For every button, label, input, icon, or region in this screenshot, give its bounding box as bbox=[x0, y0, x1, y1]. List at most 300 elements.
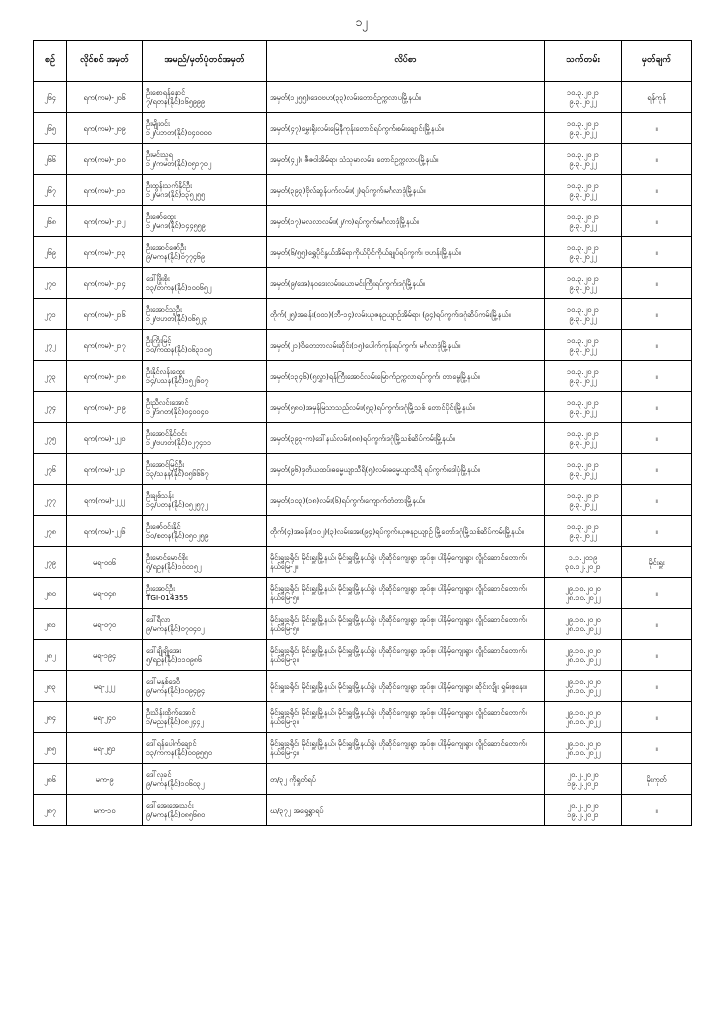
end-date: ၉.၃.၂၀၂၂ bbox=[569, 283, 597, 292]
holder-name: ဒေါ်အေးအေးသင်း bbox=[146, 801, 194, 810]
remark-text: ။ bbox=[655, 402, 658, 412]
table-row bbox=[34, 423, 692, 454]
cell-license bbox=[67, 578, 143, 609]
row-number: ၂၇၆ bbox=[44, 464, 56, 474]
cell-license bbox=[67, 268, 143, 299]
cell-remark bbox=[622, 330, 692, 361]
end-date: ၉.၃.၂၀၂၂ bbox=[569, 345, 597, 354]
license-number: မရ-၂၂၂ bbox=[93, 681, 116, 691]
end-date: ၂၈.၁၀.၂၀၂၂ bbox=[565, 717, 601, 726]
end-date: ၂၈.၁၀.၂၀၂၂ bbox=[565, 686, 601, 695]
holder-name: ဦးဇော်ဝင်းနိုင် bbox=[146, 522, 181, 531]
cell-license bbox=[67, 733, 143, 764]
cell-address bbox=[267, 330, 545, 361]
license-number: ရက(ကမ)-၂၀၉ bbox=[83, 123, 126, 133]
remark-text: ။ bbox=[655, 588, 658, 598]
row-number: ၂၇၀ bbox=[44, 278, 56, 288]
address-text: မိုင်းရှူးခရိုင်၊ မိုင်းရှူးမြို့နယ်၊ မိုင်းရှူးမြို့နယ်ခွဲ၊ ဟိုဆိုင်ကျေးရွာ အုပ်စု၊ ပါနိမ့်ကျေးရွာ၊ ဆိုင်းလျိုး ရှမ်းစုနေး။ bbox=[270, 681, 527, 691]
cell-name bbox=[143, 485, 267, 516]
table-row bbox=[34, 268, 692, 299]
table-row bbox=[34, 485, 692, 516]
cell-remark bbox=[622, 175, 692, 206]
cell-name bbox=[143, 454, 267, 485]
registration-number: ၁၂/ကမတ(နိုင်)၀၅၁၇၀၂ bbox=[146, 159, 212, 168]
cell-address bbox=[267, 640, 545, 671]
remark-text: ။ bbox=[655, 309, 658, 319]
address-text: အမှတ်(၃၉၃-က)ဒေါ်နယ်လမ်း(၈၈)ရပ်ကွက်၊ဒဂုံမြို့သစ်ဆိပ်ကမ်းမြို့နယ်။ bbox=[270, 433, 455, 443]
remark-text: ။ bbox=[655, 805, 658, 815]
license-number: မရ-၂၅၁ bbox=[93, 743, 116, 753]
holder-name: ဦးမောင်မောင်စိုး bbox=[146, 553, 188, 562]
cell-date bbox=[545, 330, 622, 361]
license-register-table bbox=[33, 40, 692, 826]
holder-name: ဒေါ်ရီလာ bbox=[146, 615, 171, 624]
cell-no bbox=[34, 454, 67, 485]
remark-text: ။ bbox=[655, 371, 658, 381]
holder-name: ဦးအောင်နိုင်ဝင်း bbox=[146, 429, 187, 438]
address-text: မိုင်းရှူးခရိုင်၊ မိုင်းရှူးမြို့နယ်၊ မိုင်းရှူးမြို့နယ်ခွဲ၊ ဟိုဆိုင်ကျေးရွာ အုပ်စု၊ ပါနိမ့်ကျေးရွာ၊ လွိုင်ဆောင်တောက်၊ နယ်မြေ-၅။ bbox=[270, 615, 527, 633]
row-number: ၂၈၅ bbox=[44, 743, 56, 753]
end-date: ၉.၃.၂၀၂၂ bbox=[569, 314, 597, 323]
holder-name: ဦးသိန်းထိုက်အောင် bbox=[146, 708, 196, 717]
cell-address bbox=[267, 702, 545, 733]
cell-remark bbox=[622, 299, 692, 330]
end-date: ၉.၃.၂၀၂၂ bbox=[569, 376, 597, 385]
table-row bbox=[34, 733, 692, 764]
cell-license bbox=[67, 547, 143, 578]
end-date: ၉.၃.၂၀၂၂ bbox=[569, 500, 597, 509]
end-date: ၉.၃.၂၀၂၂ bbox=[569, 128, 597, 137]
cell-date bbox=[545, 485, 622, 516]
cell-no bbox=[34, 423, 67, 454]
cell-no bbox=[34, 578, 67, 609]
holder-name: ဦးဇော်ထွေး bbox=[146, 212, 176, 221]
cell-no bbox=[34, 175, 67, 206]
cell-remark bbox=[622, 268, 692, 299]
row-number: ၂၈၀ bbox=[44, 588, 56, 598]
cell-date bbox=[545, 82, 622, 113]
license-number: ရက(ကမ)-၂၁၁ bbox=[83, 185, 126, 195]
cell-remark bbox=[622, 144, 692, 175]
cell-remark bbox=[622, 485, 692, 516]
cell-name bbox=[143, 144, 267, 175]
table-row bbox=[34, 516, 692, 547]
address-text: အမှတ်(၆/၅၅)ရွှေပိုင်နွယ်အိမ်ရာကိုယ်ပိုင်ကိုယ်ချုပ်ရပ်ကွက်၊ ဗဟန်းမြို့နယ်။ bbox=[270, 247, 461, 257]
cell-name bbox=[143, 795, 267, 826]
cell-no bbox=[34, 485, 67, 516]
cell-date bbox=[545, 268, 622, 299]
cell-date bbox=[545, 764, 622, 795]
cell-address bbox=[267, 299, 545, 330]
end-date: ၃၀.၁၂.၂၀၂၁ bbox=[565, 562, 601, 571]
remark-text: ။ bbox=[655, 743, 658, 753]
holder-name: ဒေါ်မနှစ်ဒေဝီ bbox=[146, 677, 180, 686]
registration-number: ၁၂/ပဘတ(နိုင်)၀၄၀၀၀၀ bbox=[146, 128, 212, 137]
header-license: လိုင်စင် အမှတ် bbox=[67, 41, 143, 82]
holder-name: ဒေါ်လှခင် bbox=[146, 770, 172, 779]
holder-name: ဦးအောင်မြင့်ဦး bbox=[146, 460, 185, 469]
remark-text: ။ bbox=[655, 340, 658, 350]
row-number: ၂၇၉ bbox=[44, 557, 56, 567]
start-date: ၁၀.၃.၂၀၂၁ bbox=[567, 181, 599, 190]
start-date: ၁၀.၃.၂၀၂၁ bbox=[567, 212, 599, 221]
cell-remark bbox=[622, 237, 692, 268]
end-date: ၂၈.၁၀.၂၀၂၂ bbox=[565, 593, 601, 602]
registration-number: ၁၂/မဂဒ(နိုင်)၁၄၄၅၅၉ bbox=[146, 221, 206, 230]
cell-address bbox=[267, 268, 545, 299]
registration-number: ၉/မကန(နိုင်)၀၇၀၄၀၂ bbox=[146, 624, 205, 633]
cell-no bbox=[34, 733, 67, 764]
cell-name bbox=[143, 237, 267, 268]
license-number: ရက(ကမ)-၂၁၀ bbox=[83, 154, 126, 164]
cell-name bbox=[143, 206, 267, 237]
cell-license bbox=[67, 609, 143, 640]
table-row bbox=[34, 795, 692, 826]
holder-name: ဦးစောရန်နောင် bbox=[146, 88, 186, 97]
address-text: တိုက်(၄)အခန်း(၁၀၂)(၃)လမ်းအေး(၉၄)ရပ်ကွက်၊ယုဇနဥယျာဉ် မြို့တော်ဒဂုံမြို့သစ်ဆိပ်ကမ်းမြို့နယ်။ bbox=[270, 526, 524, 536]
remark-text: ။ bbox=[655, 278, 658, 288]
cell-remark bbox=[622, 113, 692, 144]
end-date: ၉.၃.၂၀၂၂ bbox=[569, 252, 597, 261]
table-row bbox=[34, 175, 692, 206]
cell-name bbox=[143, 268, 267, 299]
remark-text: ။ bbox=[655, 619, 658, 629]
cell-license bbox=[67, 454, 143, 485]
cell-date bbox=[545, 175, 622, 206]
cell-name bbox=[143, 671, 267, 702]
start-date: ၂၀.၂.၂၀၂၀ bbox=[567, 801, 599, 810]
end-date: ၉.၃.၂၀၂၂ bbox=[569, 469, 597, 478]
cell-date bbox=[545, 640, 622, 671]
start-date: ၁၀.၃.၂၀၂၁ bbox=[567, 88, 599, 97]
cell-remark bbox=[622, 609, 692, 640]
cell-address bbox=[267, 485, 545, 516]
address-text: မိုင်းရှူးခရိုင်၊ မိုင်းရှူးမြို့နယ်၊ မိုင်းရှူးမြို့နယ်ခွဲ၊ ဟိုဆိုင်ကျေးရွာ အုပ်စု၊ ပါနိမ့်ကျေးရွာ၊ လွိုင်ဆောင်တောက်၊ နယ်မြေ-၃။ bbox=[270, 646, 527, 664]
cell-remark bbox=[622, 454, 692, 485]
page-number: ၁၂ bbox=[355, 15, 369, 29]
cell-license bbox=[67, 423, 143, 454]
cell-license bbox=[67, 485, 143, 516]
cell-no bbox=[34, 609, 67, 640]
remark-text: ။ bbox=[655, 495, 658, 505]
cell-address bbox=[267, 237, 545, 268]
cell-license bbox=[67, 144, 143, 175]
end-date: ၉.၃.၂၀၂၂ bbox=[569, 438, 597, 447]
row-number: ၂၆၇ bbox=[44, 185, 56, 195]
header-remark: မှတ်ချက် bbox=[622, 41, 692, 82]
row-number: ၂၇၂ bbox=[44, 340, 56, 350]
cell-remark bbox=[622, 82, 692, 113]
cell-address bbox=[267, 423, 545, 454]
registration-number: ၁၃/ကကန(နိုင်)၀၀၉၅၅၀ bbox=[146, 748, 212, 757]
row-number: ၂၆၈ bbox=[44, 216, 56, 226]
license-number: ရက(ကမ)-၂၁၉ bbox=[83, 402, 126, 412]
remark-text: ။ bbox=[655, 216, 658, 226]
cell-address bbox=[267, 206, 545, 237]
cell-address bbox=[267, 609, 545, 640]
cell-license bbox=[67, 330, 143, 361]
registration-number: ၉/မကန(နိုင်)၁၀၉၄၉၄ bbox=[146, 686, 205, 695]
registration-number: ၉/မကန(နိုင်)၀၈၅၆၈၀ bbox=[146, 810, 206, 819]
cell-date bbox=[545, 361, 622, 392]
start-date: ၂၉.၁၀.၂၀၂၀ bbox=[565, 739, 601, 748]
cell-license bbox=[67, 671, 143, 702]
holder-name: ဦးညီလင်းအောင် bbox=[146, 398, 189, 407]
cell-date bbox=[545, 795, 622, 826]
remark-text: ရန်ကုန် bbox=[647, 92, 666, 102]
start-date: ၁၀.၃.၂၀၂၁ bbox=[567, 119, 599, 128]
cell-address bbox=[267, 671, 545, 702]
cell-license bbox=[67, 795, 143, 826]
cell-address bbox=[267, 144, 545, 175]
row-number: ၂၇၁ bbox=[44, 309, 56, 319]
license-number: မက-၉ bbox=[95, 774, 114, 784]
row-number: ၂၇၄ bbox=[44, 402, 56, 412]
cell-remark bbox=[622, 578, 692, 609]
row-number: ၂၆၄ bbox=[44, 92, 56, 102]
registration-number: ၁၂/မဂဒ(နိုင်)၁၃၅၂၅၅ bbox=[146, 190, 206, 199]
cell-no bbox=[34, 671, 67, 702]
holder-name: ဒေါ်ရန်ပေါက်ချောင် bbox=[146, 739, 197, 748]
cell-name bbox=[143, 330, 267, 361]
license-number: မရ-၂၄၀ bbox=[93, 712, 116, 722]
registration-number: ၉/မကန(နိုင်)၀၇၇၄၆၉ bbox=[146, 252, 205, 261]
cell-date bbox=[545, 578, 622, 609]
registration-number: ၅/ရဥန(နိုင်)၁၁၀၉၈၆ bbox=[146, 655, 202, 664]
registration-number: ၁/မညန(နိုင်)၀၈၂၄၄၂ bbox=[146, 717, 204, 726]
address-text: အမှတ်(၉/အေ)နဝဒေးလမ်း၊ယောမင်းကြီးရပ်ကွက်၊ဒဂုံမြို့နယ်။ bbox=[270, 278, 426, 288]
start-date: ၁၀.၃.၂၀၂၁ bbox=[567, 243, 599, 252]
cell-date bbox=[545, 516, 622, 547]
cell-name bbox=[143, 299, 267, 330]
cell-date bbox=[545, 113, 622, 144]
license-number: ရက(ကမ)-၂၁၃ bbox=[83, 247, 126, 257]
table-row bbox=[34, 299, 692, 330]
remark-text: ။ bbox=[655, 464, 658, 474]
holder-name: ဦးမင်းသူရ bbox=[146, 150, 173, 159]
address-text: မိုင်းရှူးခရိုင်၊ မိုင်းရှူးမြို့နယ်၊ မိုင်းရှူးမြို့နယ်ခွဲ၊ ဟိုဆိုင်ကျေးရွာ အုပ်စု၊ ပါနိမ့်ကျေးရွာ၊ လွိုင်ဆောင်တောက်၊ နယ်မြေ-၄။ bbox=[270, 739, 527, 757]
cell-address bbox=[267, 175, 545, 206]
cell-license bbox=[67, 392, 143, 423]
start-date: ၁.၁.၂၀၁၉ bbox=[568, 553, 598, 562]
cell-name bbox=[143, 516, 267, 547]
cell-license bbox=[67, 175, 143, 206]
start-date: ၁၀.၃.၂၀၂၁ bbox=[567, 367, 599, 376]
row-number: ၂၇၇ bbox=[44, 495, 56, 505]
cell-date bbox=[545, 547, 622, 578]
start-date: ၁၀.၃.၂၀၂၁ bbox=[567, 429, 599, 438]
header-date: သက်တမ်း bbox=[545, 41, 622, 82]
holder-name: ဒေါ်ဖြိုးစိုး bbox=[146, 274, 170, 283]
cell-license bbox=[67, 299, 143, 330]
cell-no bbox=[34, 361, 67, 392]
end-date: ၁၉.၂.၂၀၂၁ bbox=[567, 779, 599, 788]
holder-name: ဦးအောင်ဇော်ဦး bbox=[146, 243, 186, 252]
cell-license bbox=[67, 113, 143, 144]
start-date: ၁၀.၃.၂၀၂၁ bbox=[567, 398, 599, 407]
cell-remark bbox=[622, 795, 692, 826]
table-row bbox=[34, 578, 692, 609]
holder-name: ဦးကြိုးမြင့် bbox=[146, 336, 172, 345]
table-row bbox=[34, 206, 692, 237]
registration-number: ၁၂/ဗဟတ(နိုင်)၀၆၅၂၃ bbox=[146, 314, 208, 323]
cell-remark bbox=[622, 733, 692, 764]
table-row bbox=[34, 702, 692, 733]
header-address: လိပ်စာ bbox=[267, 41, 545, 82]
start-date: ၁၀.၃.၂၀၂၁ bbox=[567, 274, 599, 283]
table-row bbox=[34, 764, 692, 795]
row-number: ၂၆၉ bbox=[44, 247, 56, 257]
start-date: ၁၀.၃.၂၀၂၁ bbox=[567, 150, 599, 159]
cell-name bbox=[143, 702, 267, 733]
license-number: ရက(ကမ)-၂၁၂ bbox=[83, 216, 126, 226]
cell-date bbox=[545, 454, 622, 485]
cell-name bbox=[143, 113, 267, 144]
cell-license bbox=[67, 702, 143, 733]
address-text: အမှတ်(၃၉၃)ဗိုလ်ဆွန်ပက်လမ်း၊(၂)ရပ်ကွက်၊မင်္ဂလာဒုံမြို့နယ်။ bbox=[270, 185, 426, 195]
end-date: ၂၈.၁၀.၂၀၂၂ bbox=[565, 655, 601, 664]
holder-name: ဒေါ်ချိုချိုအေး bbox=[146, 646, 182, 655]
cell-no bbox=[34, 795, 67, 826]
cell-address bbox=[267, 361, 545, 392]
end-date: ၉.၃.၂၀၂၂ bbox=[569, 97, 597, 106]
row-number: ၂၇၈ bbox=[44, 526, 56, 536]
remark-text: ။ bbox=[655, 123, 658, 133]
cell-license bbox=[67, 237, 143, 268]
cell-remark bbox=[622, 516, 692, 547]
cell-no bbox=[34, 299, 67, 330]
table-row bbox=[34, 454, 692, 485]
license-number: ရက(ကမ)-၂၂၁ bbox=[83, 464, 126, 474]
row-number: ၂၆၅ bbox=[44, 123, 56, 133]
registration-number: ၁၂/ဗဟတ(နိုင်)၀၂၇၄၁၁ bbox=[146, 438, 212, 447]
end-date: ၁၉.၂.၂၀၂၁ bbox=[567, 810, 599, 819]
cell-no bbox=[34, 144, 67, 175]
cell-date bbox=[545, 733, 622, 764]
start-date: ၁၀.၃.၂၀၂၁ bbox=[567, 336, 599, 345]
cell-remark bbox=[622, 423, 692, 454]
registration-number: ၁၃/တကန(နိုင်)၁၀၀၆၅၂ bbox=[146, 283, 212, 292]
cell-no bbox=[34, 206, 67, 237]
row-number: ၂၈၆ bbox=[44, 774, 56, 784]
cell-license bbox=[67, 82, 143, 113]
cell-address bbox=[267, 578, 545, 609]
holder-name: ဦးအောင်သူဦး bbox=[146, 305, 182, 314]
start-date: ၁၀.၃.၂၀၂၁ bbox=[567, 460, 599, 469]
end-date: ၉.၃.၂၀၂၂ bbox=[569, 221, 597, 230]
cell-no bbox=[34, 392, 67, 423]
address-text: အမှတ်(၂၁)ဝိတေဘာလမ်းဆိုင်း(၁၅)ပေါက်ကုန်းရပ်ကွက်၊ မင်္ဂလာဒုံမြို့နယ်။ bbox=[270, 340, 461, 350]
registration-number: ၁၀/ကထန(နိုင်)၀၆၃၁၀၅ bbox=[146, 345, 212, 354]
cell-license bbox=[67, 764, 143, 795]
cell-license bbox=[67, 640, 143, 671]
cell-date bbox=[545, 423, 622, 454]
table-row bbox=[34, 671, 692, 702]
remark-text: မိုင်းရှူး bbox=[648, 557, 665, 567]
cell-no bbox=[34, 640, 67, 671]
cell-remark bbox=[622, 547, 692, 578]
cell-name bbox=[143, 733, 267, 764]
remark-text: ။ bbox=[655, 650, 658, 660]
cell-license bbox=[67, 361, 143, 392]
cell-license bbox=[67, 516, 143, 547]
header-no: စဉ် bbox=[34, 41, 67, 82]
license-number: ရက(ကမ)-၂၀၆ bbox=[83, 92, 126, 102]
address-text: တ/၃၂ ကိုရှုတ်ရပ် bbox=[270, 774, 316, 784]
registration-number: ၁၄/ပသန(နိုင်)၁၅၂၆၀၇ bbox=[146, 376, 209, 385]
cell-name bbox=[143, 547, 267, 578]
address-text: အမှတ်(၁၂၅၅)၊ဒေဝဗဟ(၃၃)လမ်းတောင်ဥက္ကလာပမြို့နယ်။ bbox=[270, 92, 421, 102]
address-text: အမှတ်(၁၇)မလလာလမ်း၊(၂/က)ရပ်ကွက်၊မင်္ဂလာဒုံမြို့နယ်။ bbox=[270, 216, 419, 226]
row-number: ၂၈၇ bbox=[44, 805, 56, 815]
cell-name bbox=[143, 175, 267, 206]
row-number: ၂၈၁ bbox=[44, 619, 56, 629]
table-header-row bbox=[34, 41, 692, 82]
table-row bbox=[34, 361, 692, 392]
row-number: ၂၇၅ bbox=[44, 433, 56, 443]
end-date: ၉.၃.၂၀၂၂ bbox=[569, 159, 597, 168]
cell-no bbox=[34, 330, 67, 361]
cell-remark bbox=[622, 640, 692, 671]
license-number: ရက(ကမ)-၂၂၂ bbox=[83, 495, 126, 505]
table-row bbox=[34, 392, 692, 423]
address-text: မိုင်းရှူးခရိုင်၊ မိုင်းရှူးမြို့နယ်၊ မိုင်းရှူးမြို့နယ်ခွဲ၊ ဟိုဆိုင်ကျေးရွာ အုပ်စု၊ ပါနိမ့်ကျေးရွာ၊ လွိုင်ဆောင်တောက်၊ နယ်မြေ-၅။ bbox=[270, 584, 527, 602]
table-row bbox=[34, 609, 692, 640]
table-row bbox=[34, 237, 692, 268]
table-row bbox=[34, 113, 692, 144]
cell-name bbox=[143, 764, 267, 795]
start-date: ၂၉.၁၀.၂၀၂၀ bbox=[565, 646, 601, 655]
cell-address bbox=[267, 547, 545, 578]
cell-remark bbox=[622, 764, 692, 795]
license-number: မက-၁၀ bbox=[93, 805, 116, 815]
row-number: ၂၆၆ bbox=[44, 154, 56, 164]
license-number: မရ-၀၇၀ bbox=[93, 619, 116, 629]
cell-address bbox=[267, 733, 545, 764]
cell-address bbox=[267, 764, 545, 795]
address-text: မိုင်းရှူးခရိုင်၊ မိုင်းရှူးမြို့နယ်၊ မိုင်းရှူးမြို့နယ်ခွဲ၊ ဟိုဆိုင်ကျေးရွာ အုပ်စု၊ ပါနိမ့်ကျေးရွာ၊ လွိုင်ဆောင်တောက်၊ နယ်မြေ-၂။ bbox=[270, 553, 527, 571]
address-text: မိုင်းရှူးခရိုင်၊ မိုင်းရှူးမြို့နယ်၊ မိုင်းရှူးမြို့နယ်ခွဲ၊ ဟိုဆိုင်ကျေးရွာ အုပ်စု၊ ပါနိမ့်ကျေးရွာ၊ လွိုင်ဆောင်တောက်၊ နယ်မြေ-၃။ bbox=[270, 708, 527, 726]
cell-no bbox=[34, 547, 67, 578]
cell-date bbox=[545, 671, 622, 702]
address-text: တိုက်(၂၅)အခန်း(၀၀၁)(ဘီ-၁၄)လမ်းယုဇနဥယျာဉ်အိမ်ရာ၊ (၉၄)ရပ်ကွက်၊ဒဂုံဆိပ်ကမ်းမြို့နယ်။ bbox=[270, 309, 511, 319]
address-text: ဃ/၃၇၂ အရှေ့ရွာရပ် bbox=[270, 805, 324, 815]
registration-number: ၇/ရတန(နိုင်)၁၆၅၉၉၉ bbox=[146, 97, 205, 106]
cell-remark bbox=[622, 361, 692, 392]
cell-address bbox=[267, 795, 545, 826]
cell-no bbox=[34, 237, 67, 268]
start-date: ၂၉.၁၀.၂၀၂၀ bbox=[565, 677, 601, 686]
cell-remark bbox=[622, 671, 692, 702]
start-date: ၂၀.၂.၂၀၂၀ bbox=[567, 770, 599, 779]
license-number: ရက(ကမ)-၂၁၈ bbox=[83, 371, 126, 381]
remark-text: ။ bbox=[655, 247, 658, 257]
row-number: ၂၈၄ bbox=[44, 712, 56, 722]
cell-no bbox=[34, 82, 67, 113]
cell-date bbox=[545, 237, 622, 268]
license-number: ရက(ကမ)-၂၁၇ bbox=[83, 340, 126, 350]
license-number: ရက(ကမ)-၂၂၀ bbox=[83, 433, 126, 443]
cell-name bbox=[143, 361, 267, 392]
start-date: ၂၉.၁၀.၂၀၂၀ bbox=[565, 584, 601, 593]
holder-name: ဦးမျိုးဝင်း bbox=[146, 119, 170, 128]
cell-name bbox=[143, 609, 267, 640]
remark-text: ။ bbox=[655, 154, 658, 164]
start-date: ၁၀.၃.၂၀၂၁ bbox=[567, 305, 599, 314]
start-date: ၂၉.၁၀.၂၀၂၀ bbox=[565, 615, 601, 624]
address-text: အမှတ်(၄၇)မွှေးရိုးလမ်းမြေနီကုန်းတောင်ရပ်ကွက်၊စမ်းချောင်းမြို့နယ်။ bbox=[270, 123, 444, 133]
table-row bbox=[34, 330, 692, 361]
